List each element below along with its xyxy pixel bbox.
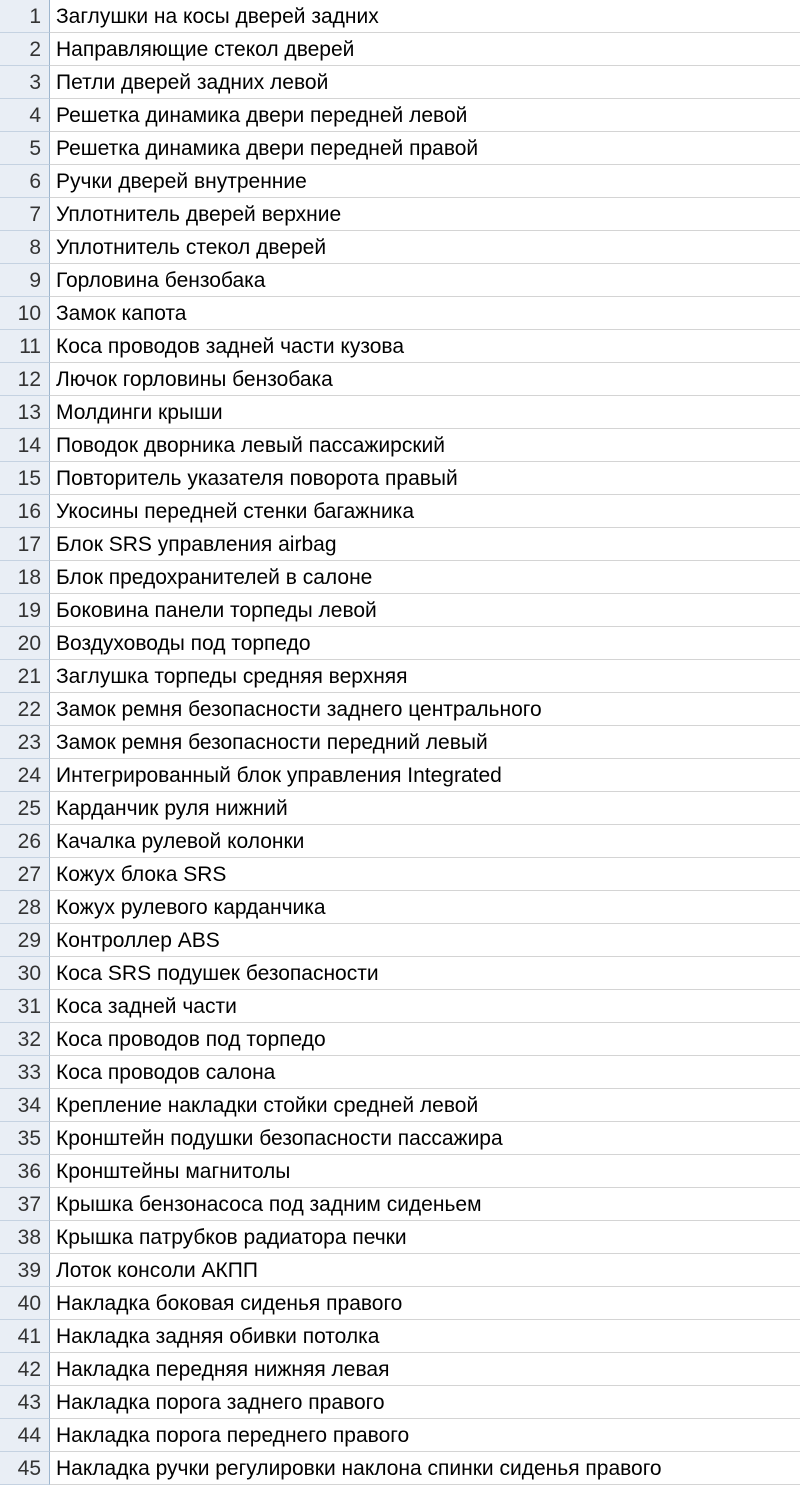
cell[interactable]: Замок ремня безопасности передний левый <box>50 726 800 759</box>
cell[interactable]: Уплотнитель стекол дверей <box>50 231 800 264</box>
cell[interactable]: Коса проводов под торпедо <box>50 1023 800 1056</box>
cell[interactable]: Карданчик руля нижний <box>50 792 800 825</box>
table-row <box>0 1452 800 1485</box>
table-row <box>0 924 800 957</box>
row-header[interactable]: 15 <box>0 462 50 495</box>
cell[interactable]: Замок ремня безопасности заднего центрального <box>50 693 800 726</box>
table-row <box>0 561 800 594</box>
cell[interactable]: Накладка боковая сиденья правого <box>50 1287 800 1320</box>
table-row <box>0 1386 800 1419</box>
table-row <box>0 231 800 264</box>
cell[interactable]: Петли дверей задних левой <box>50 66 800 99</box>
table-row <box>0 1287 800 1320</box>
table-row <box>0 330 800 363</box>
table-row <box>0 1188 800 1221</box>
cell[interactable]: Уплотнитель дверей верхние <box>50 198 800 231</box>
cell[interactable]: Накладка ручки регулировки наклона спинки сиденья правого <box>50 1452 800 1485</box>
cell[interactable]: Боковина панели торпеды левой <box>50 594 800 627</box>
cell[interactable]: Молдинги крыши <box>50 396 800 429</box>
table-row <box>0 1320 800 1353</box>
table-row <box>0 0 800 33</box>
cell[interactable]: Качалка рулевой колонки <box>50 825 800 858</box>
table-row <box>0 99 800 132</box>
row-header[interactable]: 6 <box>0 165 50 198</box>
table-row <box>0 66 800 99</box>
row-header[interactable]: 22 <box>0 693 50 726</box>
table-row <box>0 198 800 231</box>
row-header[interactable]: 7 <box>0 198 50 231</box>
row-header[interactable]: 8 <box>0 231 50 264</box>
table-row <box>0 363 800 396</box>
cell[interactable]: Блок SRS управления airbag <box>50 528 800 561</box>
cell[interactable]: Решетка динамика двери передней правой <box>50 132 800 165</box>
row-header[interactable]: 26 <box>0 825 50 858</box>
row-header[interactable]: 40 <box>0 1287 50 1320</box>
row-header[interactable]: 17 <box>0 528 50 561</box>
row-header[interactable]: 30 <box>0 957 50 990</box>
row-header[interactable]: 32 <box>0 1023 50 1056</box>
cell[interactable]: Коса проводов салона <box>50 1056 800 1089</box>
cell[interactable]: Решетка динамика двери передней левой <box>50 99 800 132</box>
table-row <box>0 1221 800 1254</box>
table-row <box>0 825 800 858</box>
table-row <box>0 594 800 627</box>
row-header[interactable]: 37 <box>0 1188 50 1221</box>
cell[interactable]: Блок предохранителей в салоне <box>50 561 800 594</box>
table-row <box>0 165 800 198</box>
row-header[interactable]: 1 <box>0 0 50 33</box>
cell[interactable]: Коса задней части <box>50 990 800 1023</box>
row-header[interactable]: 18 <box>0 561 50 594</box>
row-header[interactable]: 44 <box>0 1419 50 1452</box>
table-row <box>0 627 800 660</box>
table-row <box>0 1089 800 1122</box>
cell[interactable]: Горловина бензобака <box>50 264 800 297</box>
table-row <box>0 264 800 297</box>
table-row <box>0 132 800 165</box>
row-header[interactable]: 43 <box>0 1386 50 1419</box>
table-row <box>0 495 800 528</box>
row-header[interactable]: 35 <box>0 1122 50 1155</box>
cell[interactable]: Коса проводов задней части кузова <box>50 330 800 363</box>
table-row <box>0 990 800 1023</box>
row-header[interactable]: 5 <box>0 132 50 165</box>
row-header[interactable]: 25 <box>0 792 50 825</box>
table-row <box>0 1419 800 1452</box>
cell[interactable]: Кожух блока SRS <box>50 858 800 891</box>
row-header[interactable]: 19 <box>0 594 50 627</box>
cell[interactable]: Лючок горловины бензобака <box>50 363 800 396</box>
row-header[interactable]: 24 <box>0 759 50 792</box>
table-row <box>0 429 800 462</box>
table-row <box>0 1023 800 1056</box>
cell[interactable]: Кожух рулевого карданчика <box>50 891 800 924</box>
table-row <box>0 660 800 693</box>
row-header[interactable]: 39 <box>0 1254 50 1287</box>
row-header[interactable]: 33 <box>0 1056 50 1089</box>
row-header[interactable]: 41 <box>0 1320 50 1353</box>
row-header[interactable]: 45 <box>0 1452 50 1485</box>
cell[interactable]: Накладка задняя обивки потолка <box>50 1320 800 1353</box>
table-row <box>0 297 800 330</box>
table-row <box>0 1353 800 1386</box>
cell[interactable]: Заглушка торпеды средняя верхняя <box>50 660 800 693</box>
cell[interactable]: Поводок дворника левый пассажирский <box>50 429 800 462</box>
row-header[interactable]: 14 <box>0 429 50 462</box>
table-row <box>0 1122 800 1155</box>
row-header[interactable]: 28 <box>0 891 50 924</box>
table-row <box>0 957 800 990</box>
row-header[interactable]: 2 <box>0 33 50 66</box>
cell[interactable]: Лоток консоли АКПП <box>50 1254 800 1287</box>
table-row <box>0 1155 800 1188</box>
cell[interactable]: Крепление накладки стойки средней левой <box>50 1089 800 1122</box>
table-row <box>0 528 800 561</box>
row-header[interactable]: 42 <box>0 1353 50 1386</box>
cell[interactable]: Заглушки на косы дверей задних <box>50 0 800 33</box>
row-header[interactable]: 29 <box>0 924 50 957</box>
row-header[interactable]: 27 <box>0 858 50 891</box>
table-row <box>0 891 800 924</box>
cell[interactable]: Крышка бензонасоса под задним сиденьем <box>50 1188 800 1221</box>
row-header[interactable]: 34 <box>0 1089 50 1122</box>
table-row <box>0 462 800 495</box>
table-row <box>0 693 800 726</box>
cell[interactable]: Коса SRS подушек безопасности <box>50 957 800 990</box>
table-row <box>0 33 800 66</box>
row-header[interactable]: 38 <box>0 1221 50 1254</box>
cell[interactable]: Накладка порога заднего правого <box>50 1386 800 1419</box>
cell[interactable]: Замок капота <box>50 297 800 330</box>
table-row <box>0 1056 800 1089</box>
table-row <box>0 858 800 891</box>
cell[interactable]: Повторитель указателя поворота правый <box>50 462 800 495</box>
row-header[interactable]: 4 <box>0 99 50 132</box>
table-row <box>0 759 800 792</box>
table-row <box>0 1254 800 1287</box>
cell[interactable]: Крышка патрубков радиатора печки <box>50 1221 800 1254</box>
cell[interactable]: Воздуховоды под торпедо <box>50 627 800 660</box>
row-header[interactable]: 13 <box>0 396 50 429</box>
cell[interactable]: Кронштейн подушки безопасности пассажира <box>50 1122 800 1155</box>
table-row <box>0 396 800 429</box>
table-row <box>0 792 800 825</box>
row-header[interactable]: 20 <box>0 627 50 660</box>
cell[interactable]: Ручки дверей внутренние <box>50 165 800 198</box>
row-header[interactable]: 10 <box>0 297 50 330</box>
row-header[interactable]: 36 <box>0 1155 50 1188</box>
row-header[interactable]: 12 <box>0 363 50 396</box>
row-header[interactable]: 9 <box>0 264 50 297</box>
row-header[interactable]: 11 <box>0 330 50 363</box>
cell[interactable]: Укосины передней стенки багажника <box>50 495 800 528</box>
cell[interactable]: Кронштейны магнитолы <box>50 1155 800 1188</box>
cell[interactable]: Контроллер ABS <box>50 924 800 957</box>
row-header[interactable]: 3 <box>0 66 50 99</box>
table-row <box>0 726 800 759</box>
cell[interactable]: Накладка передняя нижняя левая <box>50 1353 800 1386</box>
row-header[interactable]: 31 <box>0 990 50 1023</box>
row-header[interactable]: 16 <box>0 495 50 528</box>
cell[interactable]: Интегрированный блок управления Integrated <box>50 759 800 792</box>
row-header[interactable]: 23 <box>0 726 50 759</box>
row-header[interactable]: 21 <box>0 660 50 693</box>
cell[interactable]: Направляющие стекол дверей <box>50 33 800 66</box>
cell[interactable]: Накладка порога переднего правого <box>50 1419 800 1452</box>
